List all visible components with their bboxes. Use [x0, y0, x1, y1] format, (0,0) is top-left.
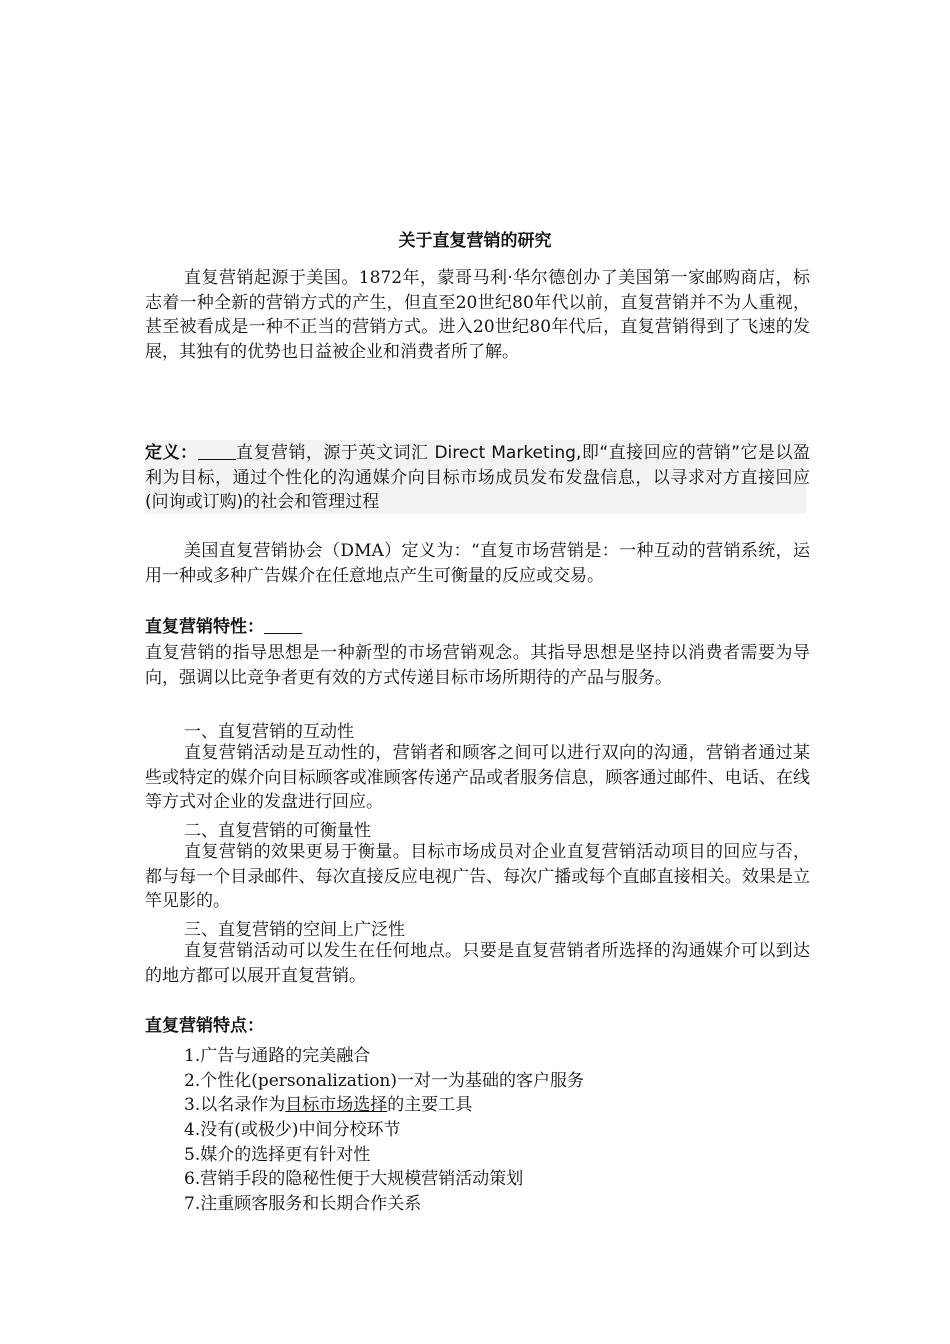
feature-item-3-prefix: 3.以名录作为 — [184, 1095, 286, 1115]
intro-paragraph: 直复营销起源于美国。1872年，蒙哥马利·华尔德创办了美国第一家邮购商店，标志着一种全新的营销方式的产生，但直至20世纪80年代以前，直复营销并不为人重视，甚至被看成是一种不正当的营销方式。进入20世纪80年代后，直复营销得到了飞速的发展，其独有的优势也日益被企业和消费者所了解。 — [145, 268, 810, 362]
feature-item-3-suffix: 的主要工具 — [387, 1095, 473, 1115]
feature-item-5: 5.媒介的选择更有针对性 — [184, 1145, 371, 1165]
feature-item-4: 4.没有(或极少)中间分校环节 — [184, 1120, 401, 1140]
feature-item-6: 6.营销手段的隐秘性便于大规模营销活动策划 — [184, 1169, 524, 1189]
definition-label: 定义： — [145, 443, 198, 463]
characteristic-body-1: 直复营销活动是互动性的，营销者和顾客之间可以进行双向的沟通，营销者通过某些或特定的媒介向目标顾客或准顾客传递产品或者服务信息，顾客通过邮件、电话、在线等方式对企业的发盘进行回应。 — [145, 743, 810, 812]
feature-item-3 — [184, 1090, 472, 1115]
definition-blank — [198, 442, 236, 460]
characteristic-title-2: 二、直复营销的可衡量性 — [184, 821, 371, 841]
characteristics-heading-text: 直复营销特性： — [145, 617, 264, 637]
feature-item-3-underlined: 目标市场选择 — [285, 1095, 388, 1115]
document-title: 关于直复营销的研究 — [398, 231, 552, 251]
characteristic-body-2: 直复营销的效果更易于衡量。目标市场成员对企业直复营销活动项目的回应与否，都与每一个目录邮件、每次直接反应电视广告、每次广播或每个直邮直接相关。效果是立竿见影的。 — [145, 842, 810, 911]
feature-item-7: 7.注重顾客服务和长期合作关系 — [184, 1194, 422, 1214]
definition-paragraph — [145, 441, 810, 515]
dma-paragraph: 美国直复营销协会（DMA）定义为：“直复市场营销是：一种互动的营销系统，运用一种或多种广告媒介在任意地点产生可衡量的反应或交易。 — [145, 541, 810, 586]
characteristics-intro: 直复营销的指导思想是一种新型的市场营销观念。其指导思想是坚持以消费者需要为导向，强调以比竞争者更有效的方式传递目标市场所期待的产品与服务。 — [145, 643, 810, 688]
characteristics-heading — [145, 612, 302, 637]
characteristic-body-3: 直复营销活动可以发生在任何地点。只要是直复营销者所选择的沟通媒介可以到达的地方都可以展开直复营销。 — [145, 941, 810, 986]
characteristic-title-1: 一、直复营销的互动性 — [184, 722, 354, 742]
feature-item-2: 2.个性化(personalization)一对一为基础的客户服务 — [184, 1071, 585, 1091]
characteristic-title-3: 三、直复营销的空间上广泛性 — [184, 920, 405, 940]
characteristics-blank — [264, 616, 302, 634]
definition-text: 直复营销，源于英文词汇 Direct Marketing,即“直接回应的营销”它是以盈利为目标，通过个性化的沟通媒介向目标市场成员发布发盘信息，以寻求对方直接回应(问询或订购)的社会和管理过程 — [145, 443, 811, 512]
feature-item-1: 1.广告与通路的完美融合 — [184, 1046, 371, 1066]
features-heading: 直复营销特点： — [145, 1016, 264, 1036]
